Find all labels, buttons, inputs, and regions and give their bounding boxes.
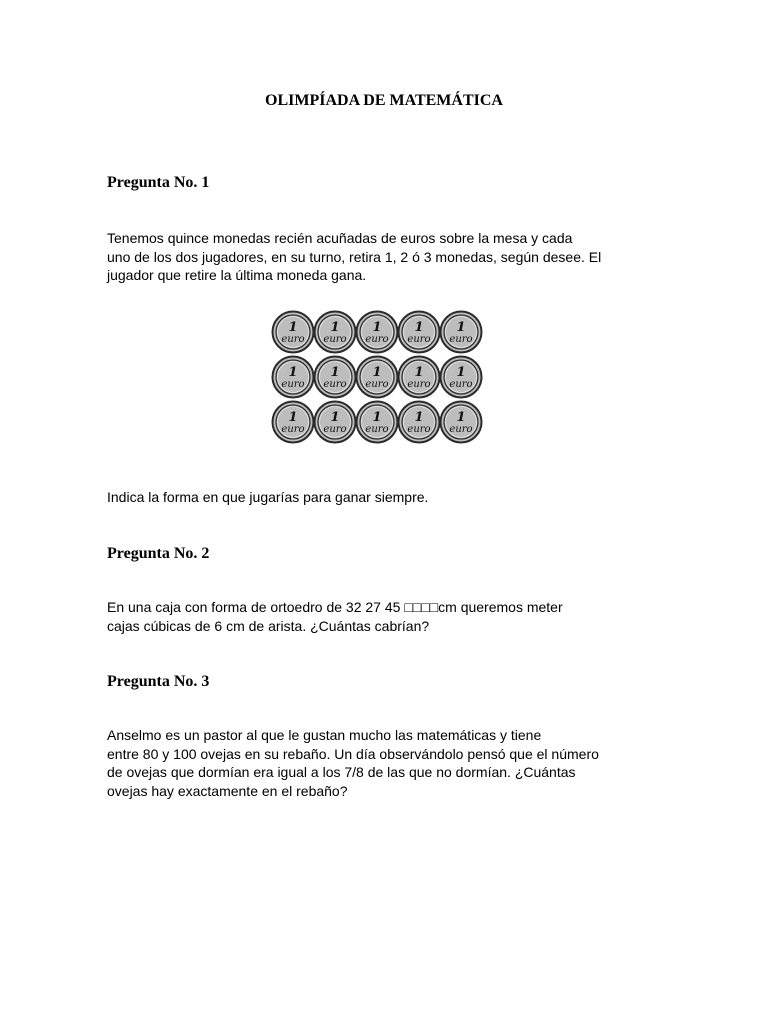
svg-text:euro: euro [281, 424, 305, 435]
question-1-line: uno de los dos jugadores, en su turno, retira 1, 2 ó 3 monedas, según desee. El [107, 248, 602, 265]
svg-text:1: 1 [414, 365, 424, 380]
svg-text:euro: euro [407, 379, 431, 390]
svg-text:1: 1 [456, 410, 466, 425]
question-1-text [107, 229, 667, 285]
svg-text:euro: euro [323, 334, 347, 345]
question-3-line: Anselmo es un pastor al que le gustan mucho las matemáticas y tiene [107, 727, 542, 743]
euro-coin [313, 355, 357, 399]
euro-coin [355, 355, 399, 399]
svg-text:euro: euro [281, 334, 305, 345]
euro-coin [397, 310, 441, 354]
question-2-text [107, 598, 667, 635]
svg-text:1: 1 [456, 365, 466, 380]
euro-coin [439, 355, 483, 399]
question-3-line: entre 80 y 100 ovejas en su rebaño. Un día observándolo pensó que el número [107, 745, 599, 762]
euro-coin [439, 310, 483, 354]
svg-text:1: 1 [330, 410, 340, 425]
question-3-heading: Pregunta No. 3 [107, 673, 210, 690]
euro-coin [271, 310, 315, 354]
question-2-heading: Pregunta No. 2 [107, 545, 210, 562]
svg-text:1: 1 [414, 320, 424, 335]
question-3-line: ovejas hay exactamente en el rebaño? [107, 782, 348, 799]
svg-text:1: 1 [330, 365, 340, 380]
question-2-line: En una caja con forma de ortoedro de 32 27 45 □□□□cm queremos meter [107, 599, 563, 615]
svg-text:1: 1 [456, 320, 466, 335]
svg-text:euro: euro [407, 334, 431, 345]
question-1-heading: Pregunta No. 1 [107, 174, 210, 191]
svg-text:1: 1 [288, 320, 298, 335]
euro-coin [355, 400, 399, 444]
svg-text:euro: euro [449, 379, 473, 390]
svg-text:euro: euro [407, 424, 431, 435]
euro-coin [355, 310, 399, 354]
euro-coin [271, 355, 315, 399]
svg-text:euro: euro [281, 379, 305, 390]
document-title: OLIMPÍADA DE MATEMÁTICA [265, 92, 503, 109]
euro-coin [439, 400, 483, 444]
euro-coin [271, 400, 315, 444]
question-2-line: cajas cúbicas de 6 cm de arista. ¿Cuántas cabrían? [107, 617, 430, 634]
svg-text:1: 1 [288, 410, 298, 425]
svg-text:euro: euro [323, 379, 347, 390]
svg-text:euro: euro [365, 424, 389, 435]
svg-text:1: 1 [414, 410, 424, 425]
question-1-follow-up: Indica la forma en que jugarías para ganar siempre. [107, 489, 429, 505]
svg-text:1: 1 [288, 365, 298, 380]
svg-text:euro: euro [449, 334, 473, 345]
euro-coin [313, 400, 357, 444]
euro-coins-image [271, 310, 486, 446]
question-1-line: jugador que retire la última moneda gana. [107, 267, 367, 283]
question-1-line: Tenemos quince monedas recién acuñadas de euros sobre la mesa y cada [107, 230, 573, 246]
svg-text:1: 1 [372, 365, 382, 380]
svg-text:euro: euro [365, 379, 389, 390]
euro-coin [397, 355, 441, 399]
euro-coin [313, 310, 357, 354]
svg-text:euro: euro [365, 334, 389, 345]
euro-coin [397, 400, 441, 444]
svg-text:euro: euro [449, 424, 473, 435]
question-3-line: de ovejas que dormían era igual a los 7/8 de las que no dormían. ¿Cuántas [107, 764, 576, 780]
svg-text:1: 1 [372, 410, 382, 425]
svg-text:1: 1 [372, 320, 382, 335]
question-3-text [107, 726, 667, 800]
svg-text:euro: euro [323, 424, 347, 435]
svg-text:1: 1 [330, 320, 340, 335]
